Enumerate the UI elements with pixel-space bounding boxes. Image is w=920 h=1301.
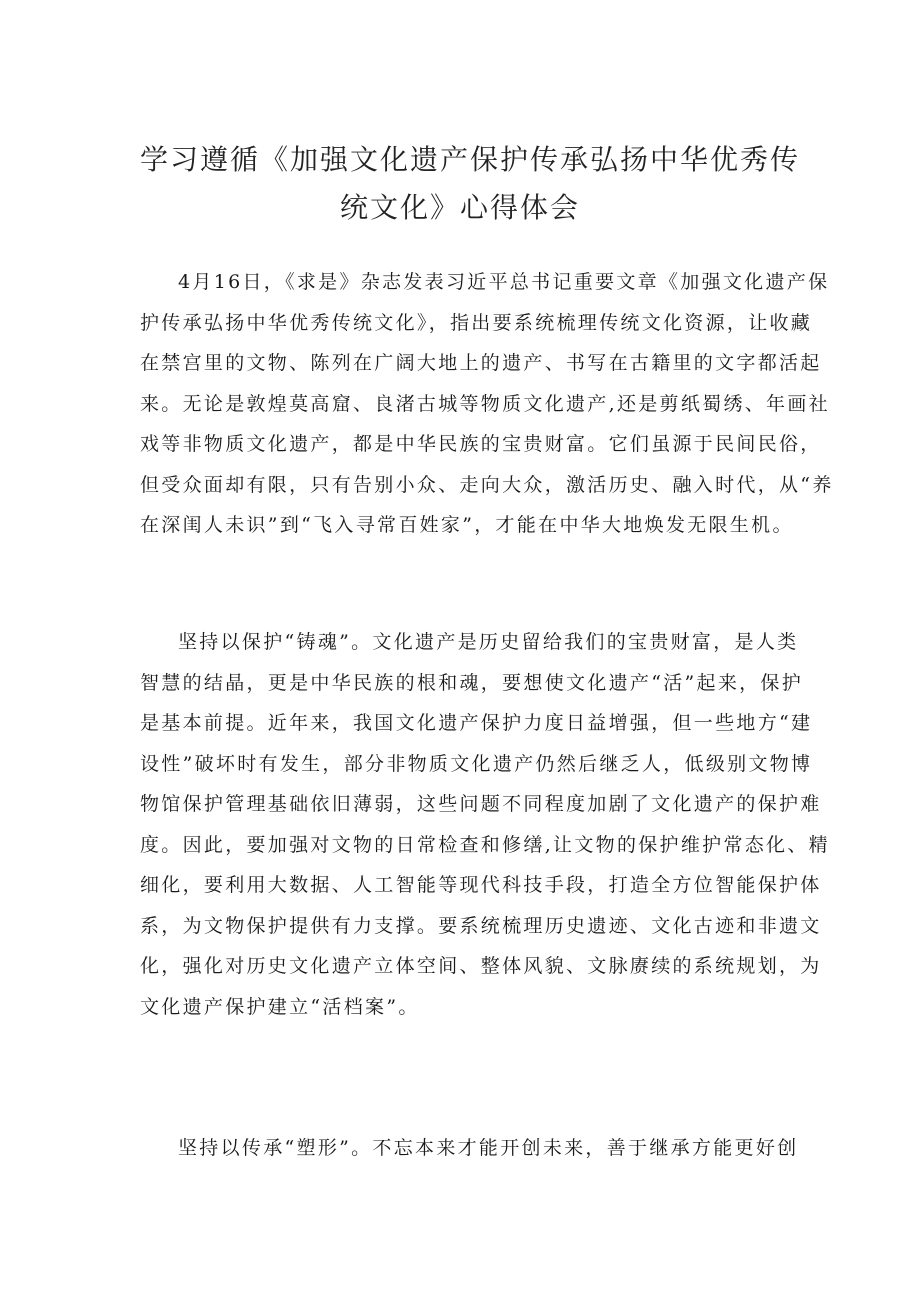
document-title-line-2: 统文化》心得体会 bbox=[339, 191, 580, 224]
paragraph-line: 坚持以传承“塑形”。不忘本来才能开创未来，善于继承方能更好创 bbox=[178, 1137, 799, 1159]
paragraph-line: 化，强化对历史文化遗产立体空间、整体风貌、文脉赓续的系统规划，为 bbox=[140, 955, 822, 977]
paragraph-line: 智慧的结晶，更是中华民族的根和魂，要想使文化遗产“活”起来，保护 bbox=[140, 671, 804, 694]
paragraph-line: 是基本前提。近年来，我国文化遗产保护力度日益增强，但一些地方“建 bbox=[140, 712, 813, 734]
paragraph-line: 来。无论是敦煌莫高窟、良渚古城等物质文化遗产,还是剪纸蜀绣、年画社 bbox=[140, 392, 830, 415]
paragraph-line: 物馆保护管理基础依旧薄弱，这些问题不同程度加剧了文化遗产的保护难 bbox=[140, 793, 822, 815]
paragraph-line: 细化，要利用大数据、人工智能等现代科技手段，打造全方位智能保护体 bbox=[140, 874, 822, 896]
document-title-line-1: 学习遵循《加强文化遗产保护传承弘扬中华优秀传 bbox=[140, 143, 801, 176]
paragraph-line: 但受众面却有限，只有告别小众、走向大众，激活历史、融入时代，从“养 bbox=[140, 473, 834, 496]
paragraph-line: 护传承弘扬中华优秀传统文化》，指出要系统梳理传统文化资源，让收藏 bbox=[140, 311, 813, 334]
paragraph-line: 系，为文物保护提供有力支撑。要系统梳理历史遗迹、文化古迹和非遗文 bbox=[140, 914, 822, 937]
paragraph-line: 设性”破坏时有发生，部分非物质文化遗产仍然后继乏人，低级别文物博 bbox=[140, 752, 813, 775]
paragraph-line: 在深闺人未识”到“飞入寻常百姓家”，才能在中华大地焕发无限生机。 bbox=[140, 514, 794, 536]
paragraph-line: 戏等非物质文化遗产，都是中华民族的宝贵财富。它们虽源于民间民俗， bbox=[140, 433, 822, 455]
paragraph-protection bbox=[140, 622, 830, 1027]
paragraph-line: 度。因此，要加强对文物的日常检查和修缮,让文物的保护维护常态化、精 bbox=[140, 833, 830, 856]
paragraph-line: 文化遗产保护建立“活档案”。 bbox=[140, 995, 420, 1018]
paragraph-line: 4月16日，《求是》杂志发表习近平总书记重要文章《加强文化遗产保 bbox=[178, 271, 830, 293]
paragraph-intro bbox=[140, 262, 834, 546]
paragraph-line: 坚持以保护“铸魂”。文化遗产是历史留给我们的宝贵财富，是人类 bbox=[178, 631, 799, 653]
paragraph-line: 在禁宫里的文物、陈列在广阔大地上的遗产、书写在古籍里的文字都活起 bbox=[140, 352, 822, 374]
paragraph-inheritance bbox=[140, 1128, 799, 1169]
